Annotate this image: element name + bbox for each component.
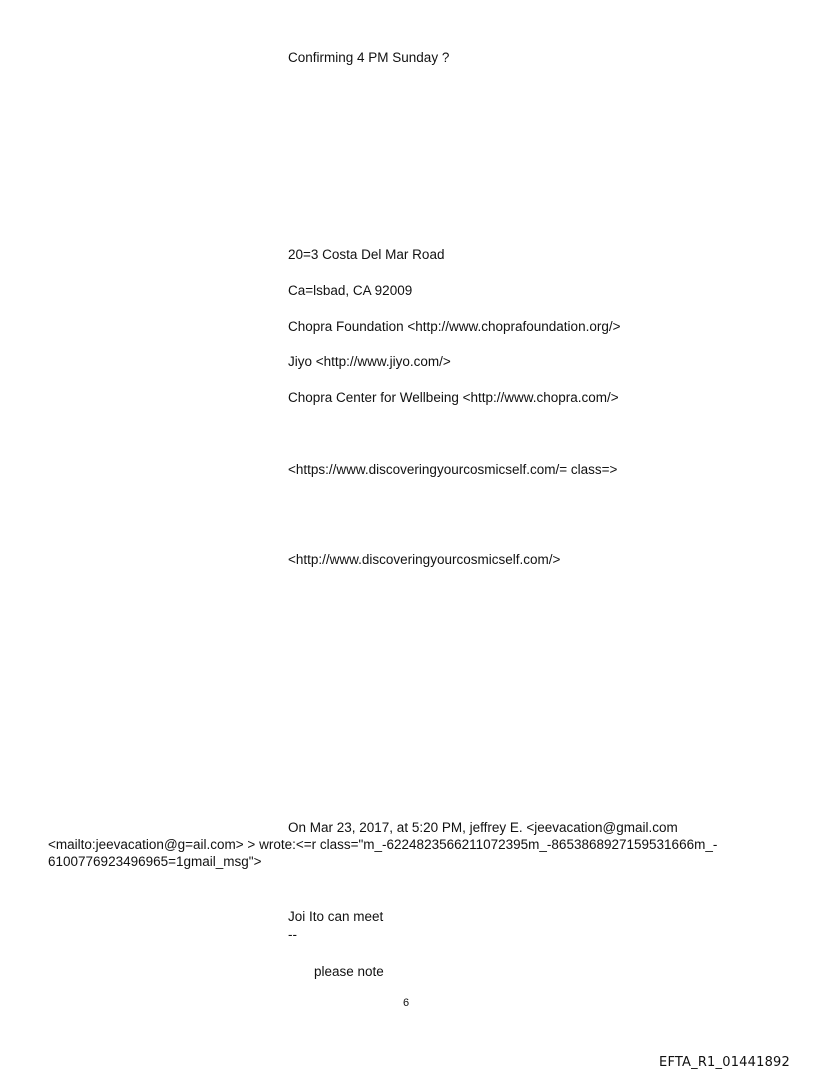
link-cosmic-self-https: <https://www.discoveringyourcosmicself.com/= class=> bbox=[288, 462, 618, 477]
link-cosmic-self-http: <http://www.discoveringyourcosmicself.com/> bbox=[288, 552, 561, 567]
page-number: 6 bbox=[403, 997, 410, 1009]
quote-header bbox=[48, 819, 748, 870]
address-line-1: 20=3 Costa Del Mar Road bbox=[288, 247, 445, 262]
quote-header-line-1: On Mar 23, 2017, at 5:20 PM, jeffrey E. <jeevacation@gmail.com bbox=[288, 820, 678, 835]
link-chopra-center: Chopra Center for Wellbeing <http://www.chopra.com/> bbox=[288, 390, 619, 405]
document-id: EFTA_R1_01441892 bbox=[659, 1055, 790, 1070]
quote-header-line-3: 6100776923496965=1gmail_msg"> bbox=[48, 854, 262, 869]
signature-separator: -- bbox=[288, 927, 297, 942]
note-line: please note bbox=[314, 964, 384, 979]
link-chopra-foundation: Chopra Foundation <http://www.choprafoundation.org/> bbox=[288, 319, 621, 334]
message-line: Joi Ito can meet bbox=[288, 909, 384, 924]
link-jiyo: Jiyo <http://www.jiyo.com/> bbox=[288, 354, 451, 369]
confirm-line: Confirming 4 PM Sunday ? bbox=[288, 50, 450, 65]
address-line-2: Ca=lsbad, CA 92009 bbox=[288, 283, 413, 298]
quote-header-line-2: <mailto:jeevacation@g=ail.com> > wrote:<=r class="m_-6224823566211072395m_-8653868927159531666m_- bbox=[48, 837, 718, 852]
